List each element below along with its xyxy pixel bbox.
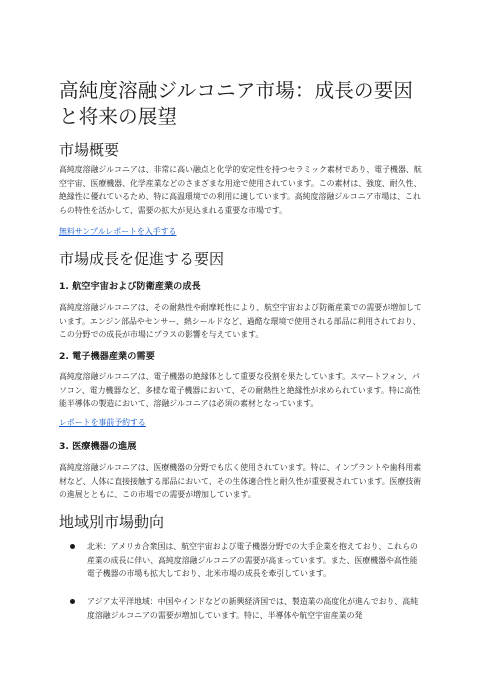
bullet-icon	[70, 544, 75, 549]
list-item	[59, 595, 423, 622]
driver-paragraph-electronics: 高純度溶融ジルコニアは、電子機器の絶縁体として重要な役割を果たしています。スマートフォン、パソコン、電力機器など、多様な電子機器において、その耐熱性と絶縁性が求められています。特に高性能半導体の製造において、溶融ジルコニアは必須の素材となっています。	[59, 372, 421, 409]
preorder-report-link[interactable]: レポートを事前予約する	[59, 418, 146, 427]
section-heading-drivers: 市場成長を促進する要因	[59, 250, 225, 268]
section-heading-regional: 地域別市場動向	[59, 513, 165, 531]
free-sample-link[interactable]: 無料サンプルレポートを入手する	[59, 227, 177, 236]
regional-bullet-list	[59, 540, 423, 637]
overview-paragraph: 高純度溶融ジルコニアは、非常に高い融点と化学的安定性を持つセラミック素材であり、電子機器、航空宇宙、医療機器、化学産業などのさまざまな用途で使用されています。この素材は、強度、耐久性、絶縁性に優れているため、特に高温環境での利用に適しています。高純度溶融ジルコニア市場は、これらの特性を活かして、需要の拡大が見込まれる重要な市場です。	[59, 165, 422, 216]
driver-heading-medical: 3. 医療機器の進展	[59, 441, 137, 452]
section-heading-overview: 市場概要	[59, 141, 120, 159]
page-title: 高純度溶融ジルコニア市場：成長の要因と将来の展望	[59, 79, 414, 128]
driver-paragraph-medical: 高純度溶融ジルコニアは、医療機器の分野でも広く使用されています。特に、インプラントや歯科用素材など、人体に直接接触する部品において、その生体適合性と耐久性が重要視されています。医療技術の進展とともに、この市場での需要が増加しています。	[59, 463, 422, 500]
driver-heading-aerospace: 1. 航空宇宙および防衛産業の成長	[59, 281, 201, 292]
bullet-text-asia-pacific: アジア太平洋地域：中国やインドなどの新興経済国では、製造業の高度化が進んでおり、高純度溶融ジルコニアの需要が増加しています。特に、半導体や航空宇宙産業の発	[87, 597, 419, 620]
driver-heading-electronics: 2. 電子機器産業の需要	[59, 351, 155, 362]
driver-paragraph-aerospace: 高純度溶融ジルコニアは、その耐熱性や耐摩耗性により、航空宇宙および防衛産業での需要が増加しています。エンジン部品やセンサー、熱シールドなど、過酷な環境で使用される部品に利用されており、この分野での成長が市場にプラスの影響を与えています。	[59, 303, 422, 340]
bullet-text-north-america: 北米：アメリカ合衆国は、航空宇宙および電子機器分野での大手企業を抱えており、これらの産業の成長に伴い、高純度溶融ジルコニアの需要が高まっています。また、医療機器や高性能電子機器の市場も拡大しており、北米市場の成長を牽引しています。	[87, 542, 418, 579]
bullet-icon	[70, 599, 75, 604]
list-item	[59, 540, 423, 581]
